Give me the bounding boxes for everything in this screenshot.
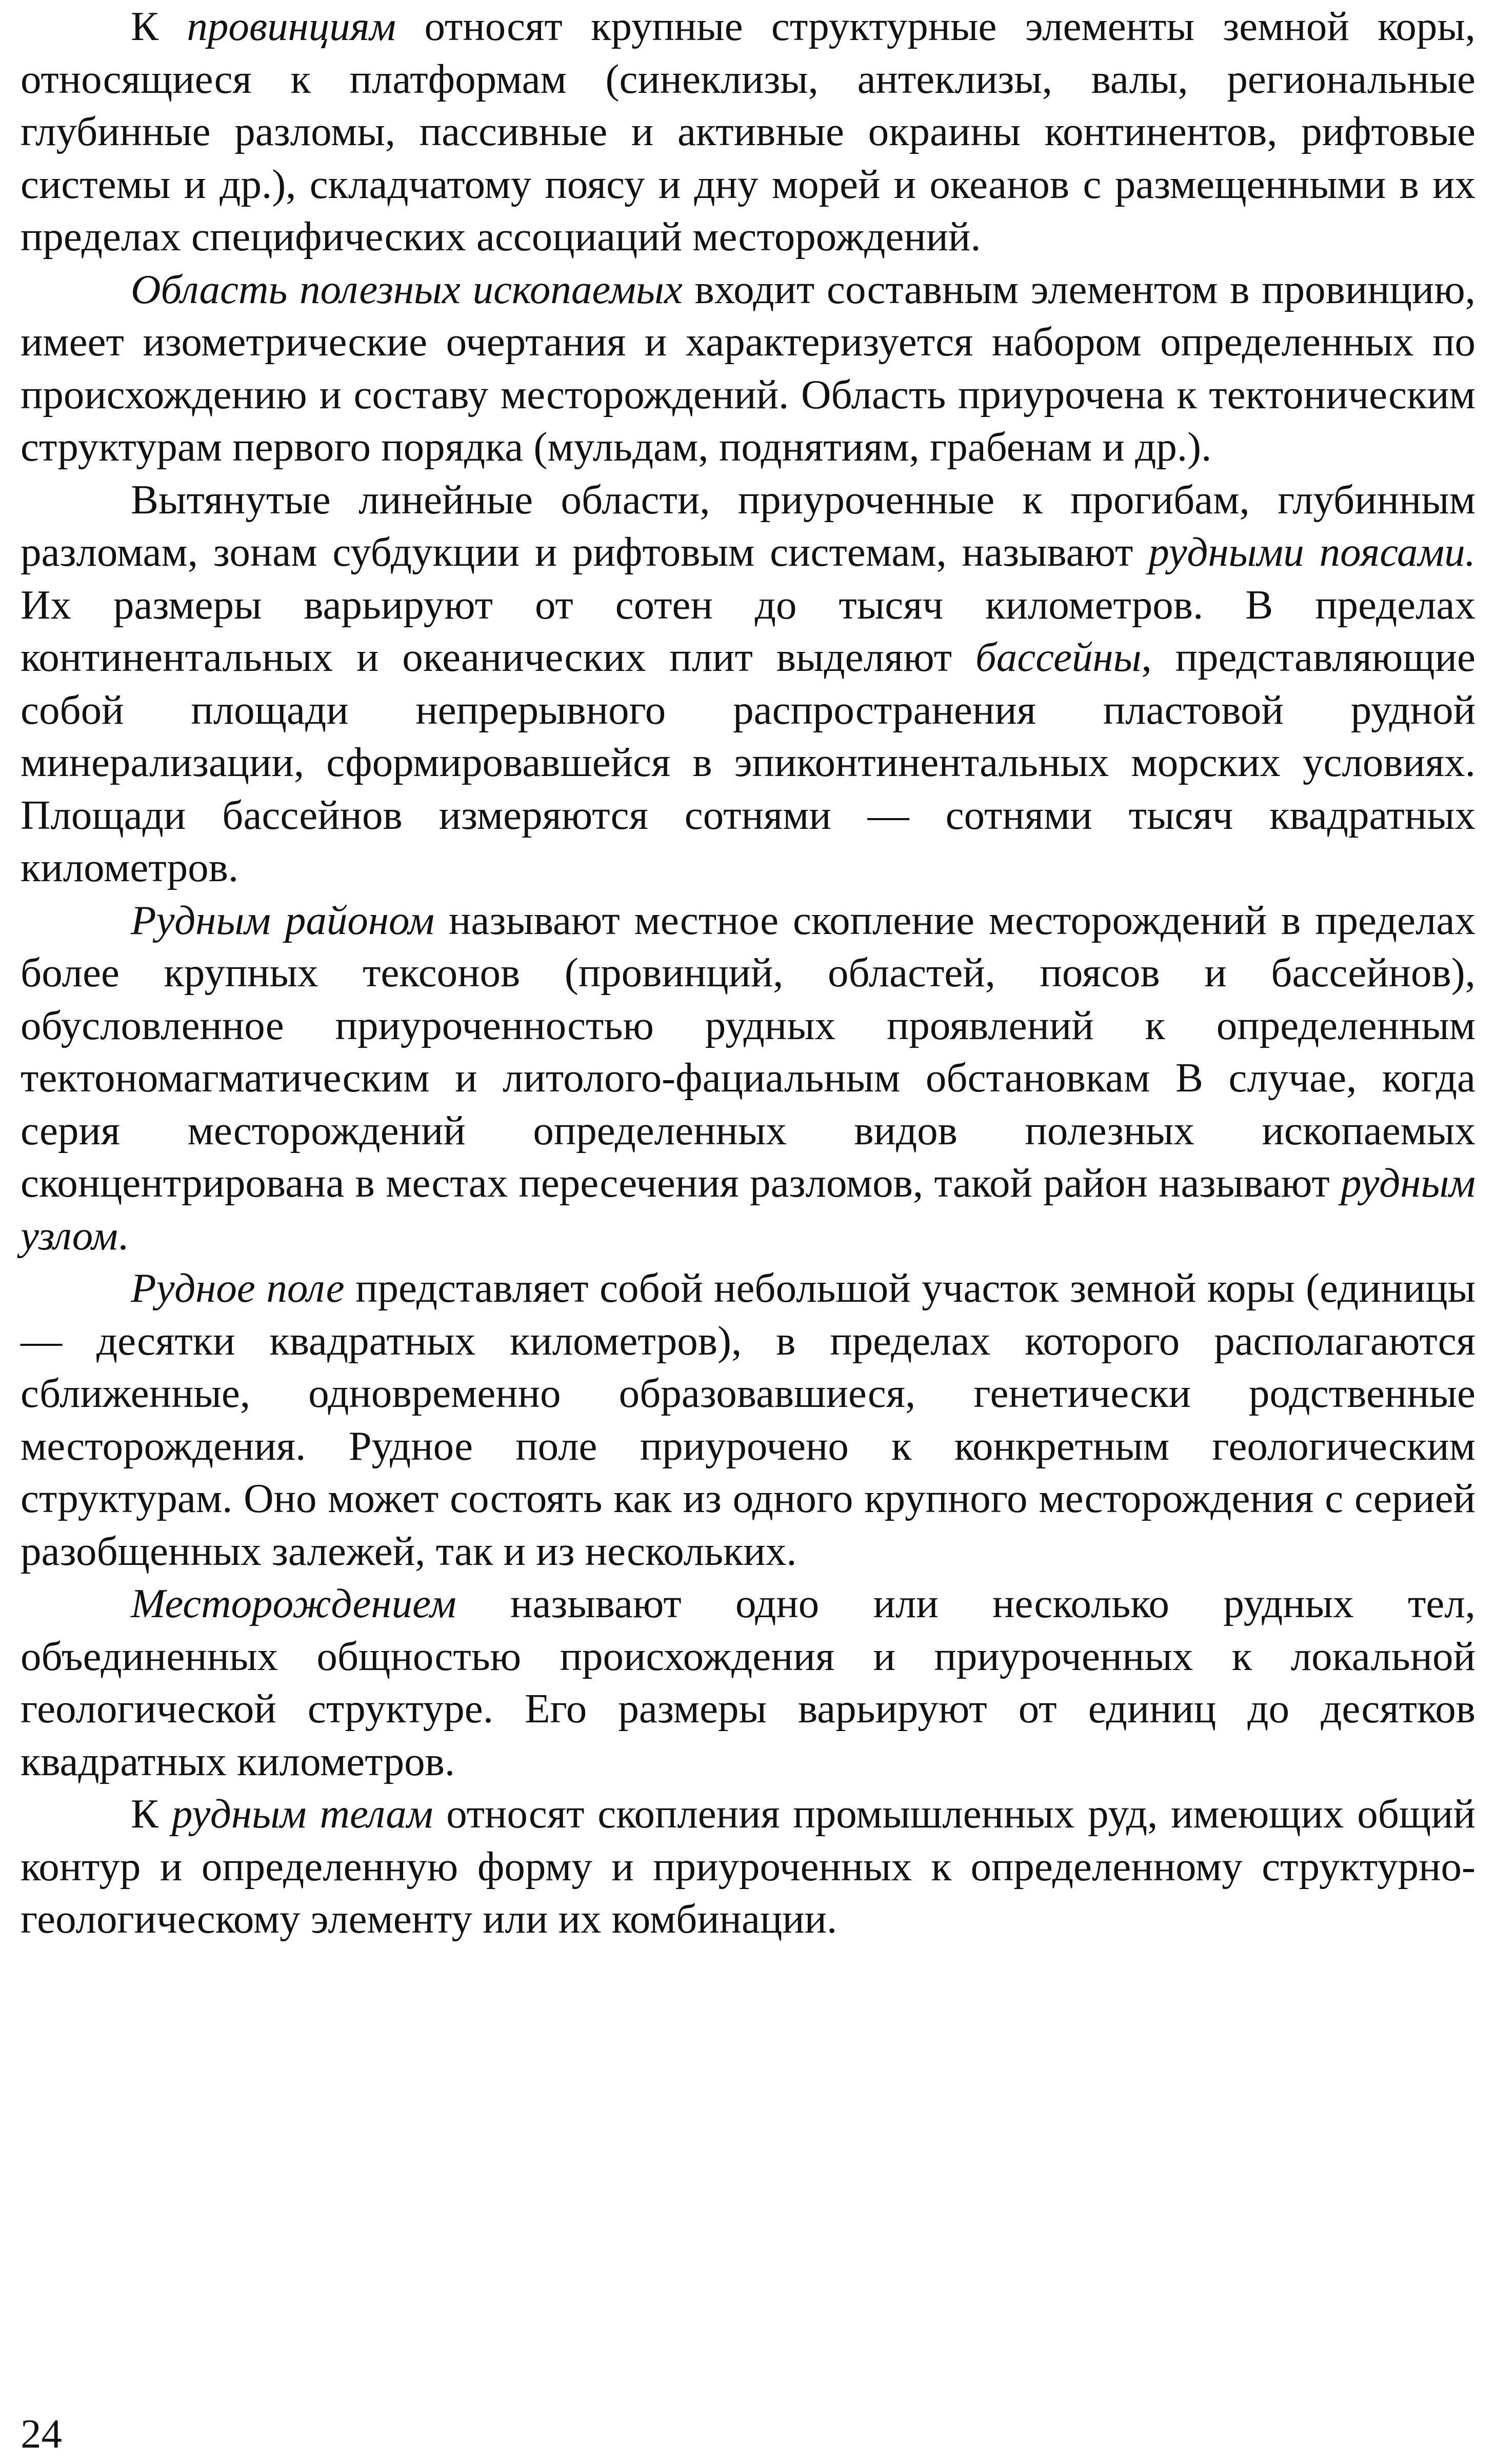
- paragraph-provinces: [21, 0, 1475, 263]
- text-run: относят крупные структурные элементы земной коры, относящиеся к платформам (синеклизы, антеклизы, валы, региональные глубинные разломы, пассивные и активные окраины континентов, рифтовые системы и др.), складчатому поясу и дну морей и океанов с размещенными в их пределах специфических ассоциаций месторождений.: [21, 3, 1475, 260]
- term-ore-belts: рудными поясами.: [1148, 529, 1475, 575]
- text-run: называют одно или несколько рудных тел, объединенных общностью происхождения и приуроченных к локальной геологической структуре. Его размеры варьируют от единиц до десятков квадратных километров.: [21, 1580, 1475, 1784]
- text-run: относят скопления промышленных руд, имеющих общий контур и определенную форму и приуроченных к определенному структурно-геологическому элементу или их комбинации.: [21, 1791, 1475, 1942]
- term-basins: бассейны: [975, 634, 1142, 680]
- paragraph-ore-district: [21, 894, 1475, 1262]
- term-ore-district: Рудным районом: [131, 897, 435, 943]
- term-deposit: Месторождением: [131, 1580, 456, 1626]
- term-ore-node: рудным узлом: [21, 1160, 1475, 1259]
- paragraph-ore-belts: [21, 473, 1475, 894]
- term-ore-bodies: рудным телам: [171, 1791, 433, 1837]
- term-mineral-area: Область полезных ископаемых: [131, 266, 683, 312]
- text-run: входит составным элементом в провинцию, имеет изометрические очертания и характеризуется набором определенных по происхождению и составу месторождений. Область приурочена к тектоническим структурам первого порядка (мульдам, поднятиям, грабенам и др.).: [21, 266, 1475, 470]
- page-number: 24: [21, 2411, 62, 2457]
- text-run: представляет собой небольшой участок земной коры (единицы — десятки квадратных километров), в пределах которого располагаются сближенные, одновременно образовавшиеся, генетически родственные месторождения. Рудное поле приурочено к конкретным геологическим структурам. Оно может состоять как из одного крупного месторождения с серией разобщенных залежей, так и из нескольких.: [21, 1265, 1476, 1574]
- text-run: .: [117, 1212, 129, 1259]
- paragraph-deposit: [21, 1577, 1475, 1787]
- text-run: Вытянутые линейные области, приуроченные к прогибам, глубинным разломам, зонам субдукции и рифтовым системам, называют: [21, 476, 1475, 575]
- body-text: [21, 0, 1475, 1945]
- paragraph-ore-bodies: [21, 1787, 1475, 1945]
- text-run: , представляющие собой площади непрерывного распространения пластовой рудной минерализации, сформировавшейся в эпиконтинентальных морских условиях. Площади бассейнов измеряются сотнями — сотнями тысяч квадратных километров.: [21, 634, 1476, 890]
- paragraph-mineral-area: [21, 263, 1475, 473]
- text-run: называют местное скопление месторождений в пределах более крупных тексонов (провинций, областей, поясов и бассейнов), обусловленное приуроченностью рудных проявлений к определенным тектономагматическим и литолого-фациальным обстановкам В случае, когда серия месторождений определенных видов полезных ископаемых сконцентрирована в местах пересечения разломов, такой район называют: [21, 897, 1475, 1206]
- text-run: Их размеры варьируют от сотен до тысяч километров. В пределах континентальных и океанических плит выделяют: [21, 581, 1475, 680]
- text-run: К: [131, 1791, 172, 1837]
- term-provinces: провинциям: [187, 3, 396, 49]
- text-run: К: [131, 3, 187, 49]
- paragraph-ore-field: [21, 1262, 1475, 1577]
- term-ore-field: Рудное поле: [131, 1265, 345, 1311]
